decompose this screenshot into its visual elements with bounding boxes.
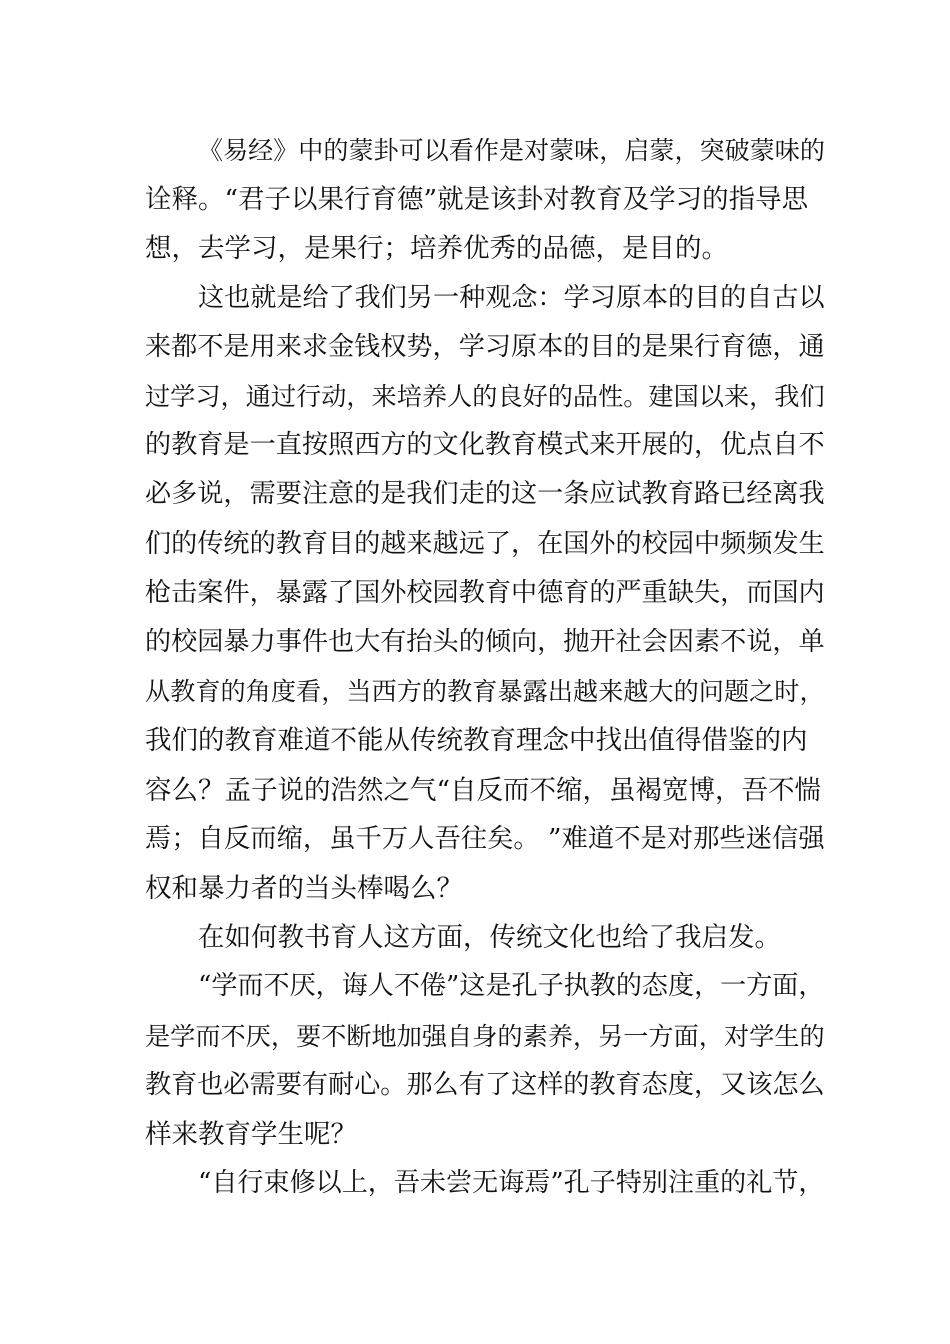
paragraph-line: 权和暴力者的当头棒喝么？: [145, 873, 463, 905]
paragraph-line: 我们的教育难道不能从传统教育理念中找出值得借鉴的内: [145, 725, 808, 757]
paragraph-3: [145, 913, 825, 962]
paragraph-line: 来都不是用来求金钱权势，学习原本的目的是果行育德，通: [145, 331, 825, 362]
paragraph-line: 想，去学习，是果行；培养优秀的品德，是目的。: [145, 233, 728, 265]
paragraph-line: 的教育是一直按照西方的文化教育模式来开展的，优点自不: [145, 430, 825, 461]
paragraph-line: 从教育的角度看，当西方的教育暴露出越来越大的问题之时，: [145, 677, 825, 707]
paragraph-2: [145, 274, 825, 914]
paragraph-line: 容么？孟子说的浩然之气“自反而不缩，虽褐宽博，吾不惴: [145, 774, 822, 806]
paragraph-line: 这也就是给了我们另一种观念：学习原本的目的自古以: [198, 282, 825, 313]
paragraph-line: 诠释。“君子以果行育德”就是该卦对教育及学习的指导思: [145, 184, 809, 216]
paragraph-line: 的校园暴力事件也大有抬头的倾向，抛开社会因素不说，单: [145, 627, 825, 658]
paragraph-line: 焉；自反而缩，虽千万人吾往矣。 ”难道不是对那些迷信强: [145, 823, 825, 854]
paragraph-line: 必多说，需要注意的是我们走的这一条应试教育路已经离我: [145, 479, 825, 510]
paragraph-line: 们的传统的教育目的越来越远了，在国外的校园中频频发生: [145, 528, 825, 559]
document-body: [145, 126, 825, 1208]
paragraph-1: [145, 126, 825, 274]
paragraph-line: “学而不厌，诲人不倦”这是孔子执教的态度，一方面，: [198, 971, 825, 1002]
paragraph-4: [145, 962, 825, 1159]
paragraph-line: “自行束修以上，吾未尝无诲焉”孔子特别注重的礼节，: [198, 1168, 825, 1199]
paragraph-line: 过学习，通过行动，来培养人的良好的品性。建国以来，我们: [145, 382, 825, 412]
paragraph-5: [145, 1159, 825, 1208]
paragraph-line: 枪击案件，暴露了国外校园教育中德育的严重缺失，而国内: [145, 577, 825, 608]
paragraph-line: 样来教育学生呢？: [145, 1119, 357, 1151]
paragraph-line: 教育也必需要有耐心。那么有了这样的教育态度，又该怎么: [145, 1069, 825, 1100]
paragraph-line: 在如何教书育人这方面，传统文化也给了我启发。: [198, 922, 781, 954]
paragraph-line: 《易经》中的蒙卦可以看作是对蒙味，启蒙，突破蒙味的: [198, 136, 825, 165]
paragraph-line: 是学而不厌，要不断地加强自身的素养，另一方面，对学生的: [145, 1021, 825, 1051]
